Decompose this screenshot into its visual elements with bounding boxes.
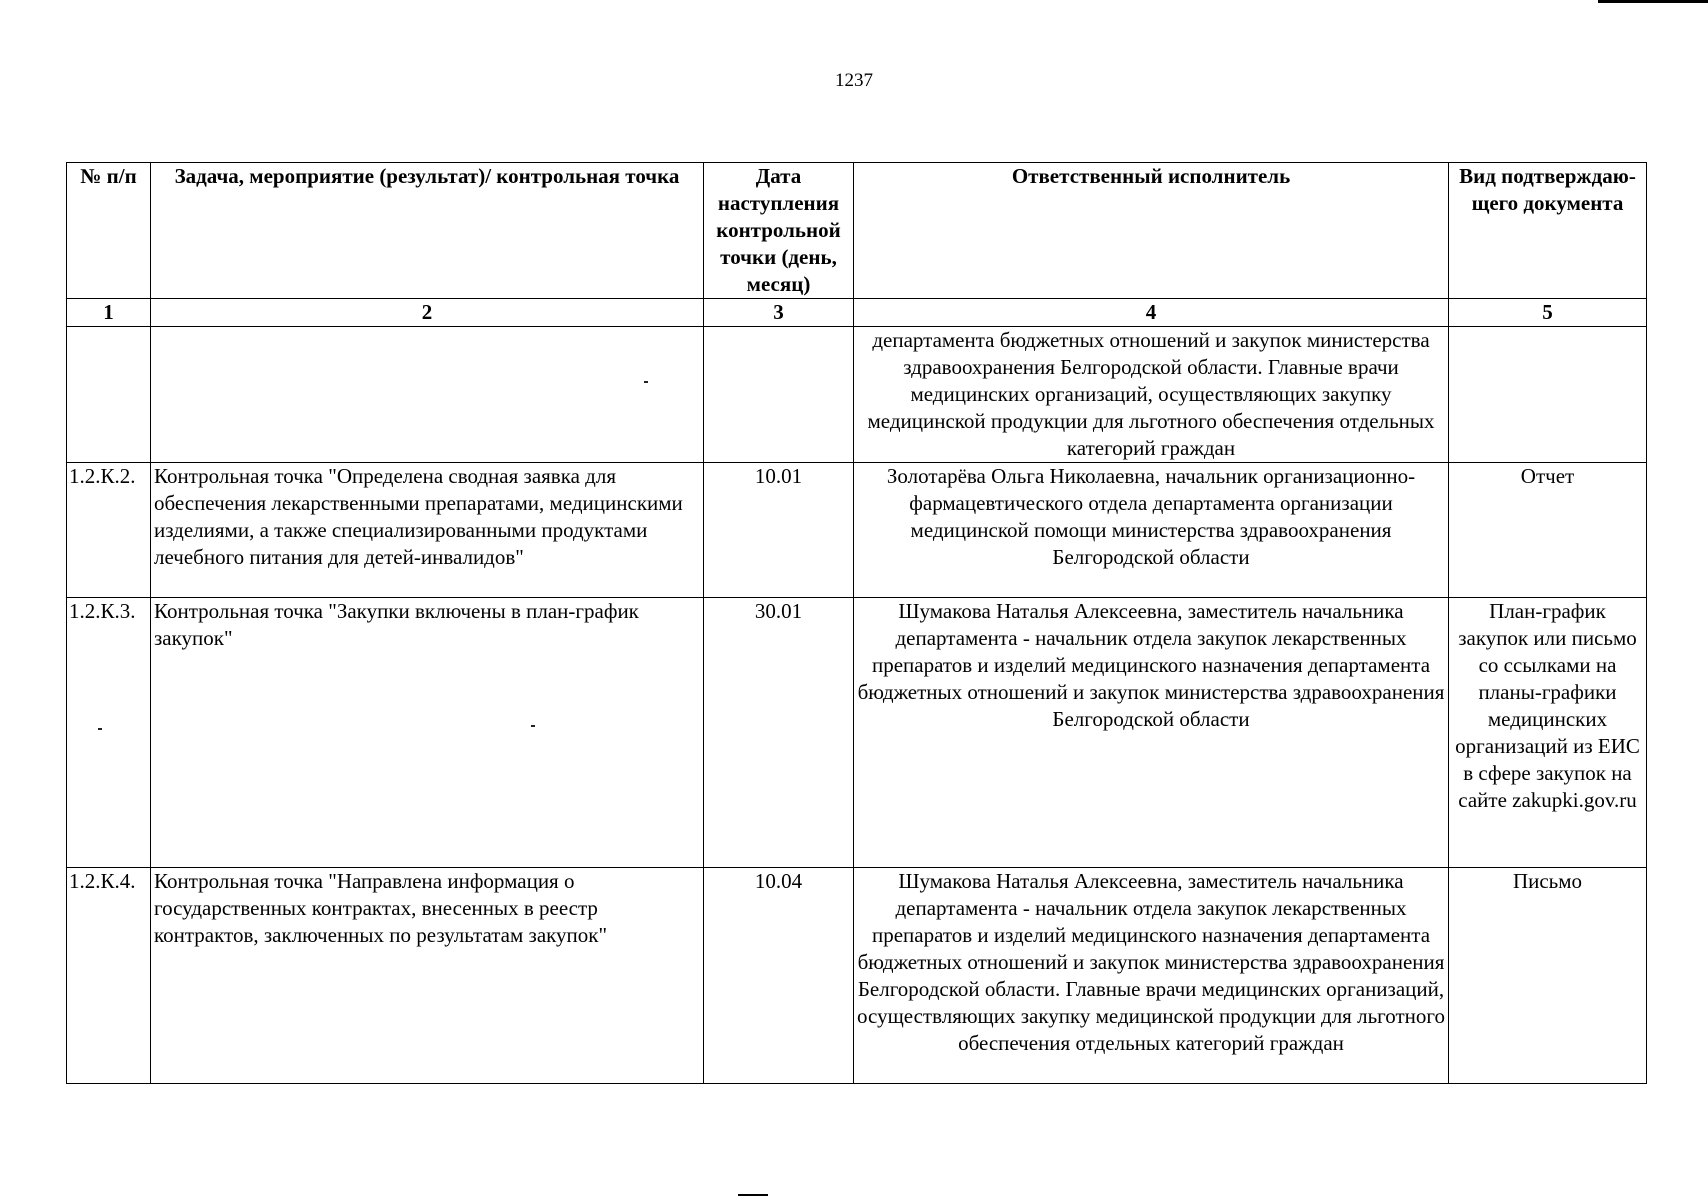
page-number: 1237 [835,70,873,91]
date-cell: 10.04 [704,868,854,1084]
column-number: 1 [67,299,151,327]
header-cell: Задача, мероприятие (результат)/ контрольная точка [151,163,704,299]
date-cell [704,327,854,463]
document-cell: План-график закупок или письмо со ссылками на планы-графики медицинских организаций из ЕИС в сфере закупок на сайте zakupki.gov.ru [1449,598,1647,868]
header-cell: Вид подтверждаю-щего документа [1449,163,1647,299]
scan-speck [644,381,648,383]
header-cell: Дата наступления контрольной точки (день, месяц) [704,163,854,299]
scan-speck [98,728,102,730]
task-cell: Контрольная точка "Определена сводная заявка для обеспечения лекарственными препаратами, медицинскими изделиями, а также специализированными продуктами лечебного питания для детей-инвалидов" [151,463,704,598]
table-row [67,868,1647,1084]
row-number: 1.2.К.3. [67,598,151,868]
executor-cell: департамента бюджетных отношений и закупок министерства здравоохранения Белгородской области. Главные врачи медицинских организаций, осуществляющих закупку медицинской продукции для льготного обеспечения отдельных категорий граждан [854,327,1449,463]
column-number: 2 [151,299,704,327]
control-points-table [66,162,1647,1084]
task-cell: Контрольная точка "Закупки включены в план-график закупок" [151,598,704,868]
column-number: 3 [704,299,854,327]
executor-cell: Шумакова Наталья Алексеевна, заместитель начальника департамента - начальник отдела закупок лекарственных препаратов и изделий медицинского назначения департамента бюджетных отношений и закупок министерства здравоохранения Белгородской области. Главные врачи медицинских организаций, осуществляющих закупку медицинской продукции для льготного обеспечения отдельных категорий граждан [854,868,1449,1084]
document-cell: Письмо [1449,868,1647,1084]
table-row [67,463,1647,598]
row-number [67,327,151,463]
header-cell: Ответственный исполнитель [854,163,1449,299]
column-number-row [67,299,1647,327]
executor-cell: Золотарёва Ольга Николаевна, начальник организационно-фармацевтического отдела департамента организации медицинской помощи министерства здравоохранения Белгородской области [854,463,1449,598]
column-number: 4 [854,299,1449,327]
document-cell [1449,327,1647,463]
date-cell: 10.01 [704,463,854,598]
row-number: 1.2.К.2. [67,463,151,598]
task-cell: Контрольная точка "Направлена информация о государственных контрактах, внесенных в реестр контрактов, заключенных по результатам закупок" [151,868,704,1084]
scan-edge-mark [1598,0,1708,3]
table-row [67,327,1647,463]
column-number: 5 [1449,299,1647,327]
scan-speck [531,725,535,727]
row-number: 1.2.К.4. [67,868,151,1084]
document-cell: Отчет [1449,463,1647,598]
date-cell: 30.01 [704,598,854,868]
scan-edge-mark [738,1194,768,1196]
executor-cell: Шумакова Наталья Алексеевна, заместитель начальника департамента - начальник отдела закупок лекарственных препаратов и изделий медицинского назначения департамента бюджетных отношений и закупок министерства здравоохранения Белгородской области [854,598,1449,868]
header-cell: № п/п [67,163,151,299]
task-cell [151,327,704,463]
table-row [67,598,1647,868]
table-header-row [67,163,1647,299]
